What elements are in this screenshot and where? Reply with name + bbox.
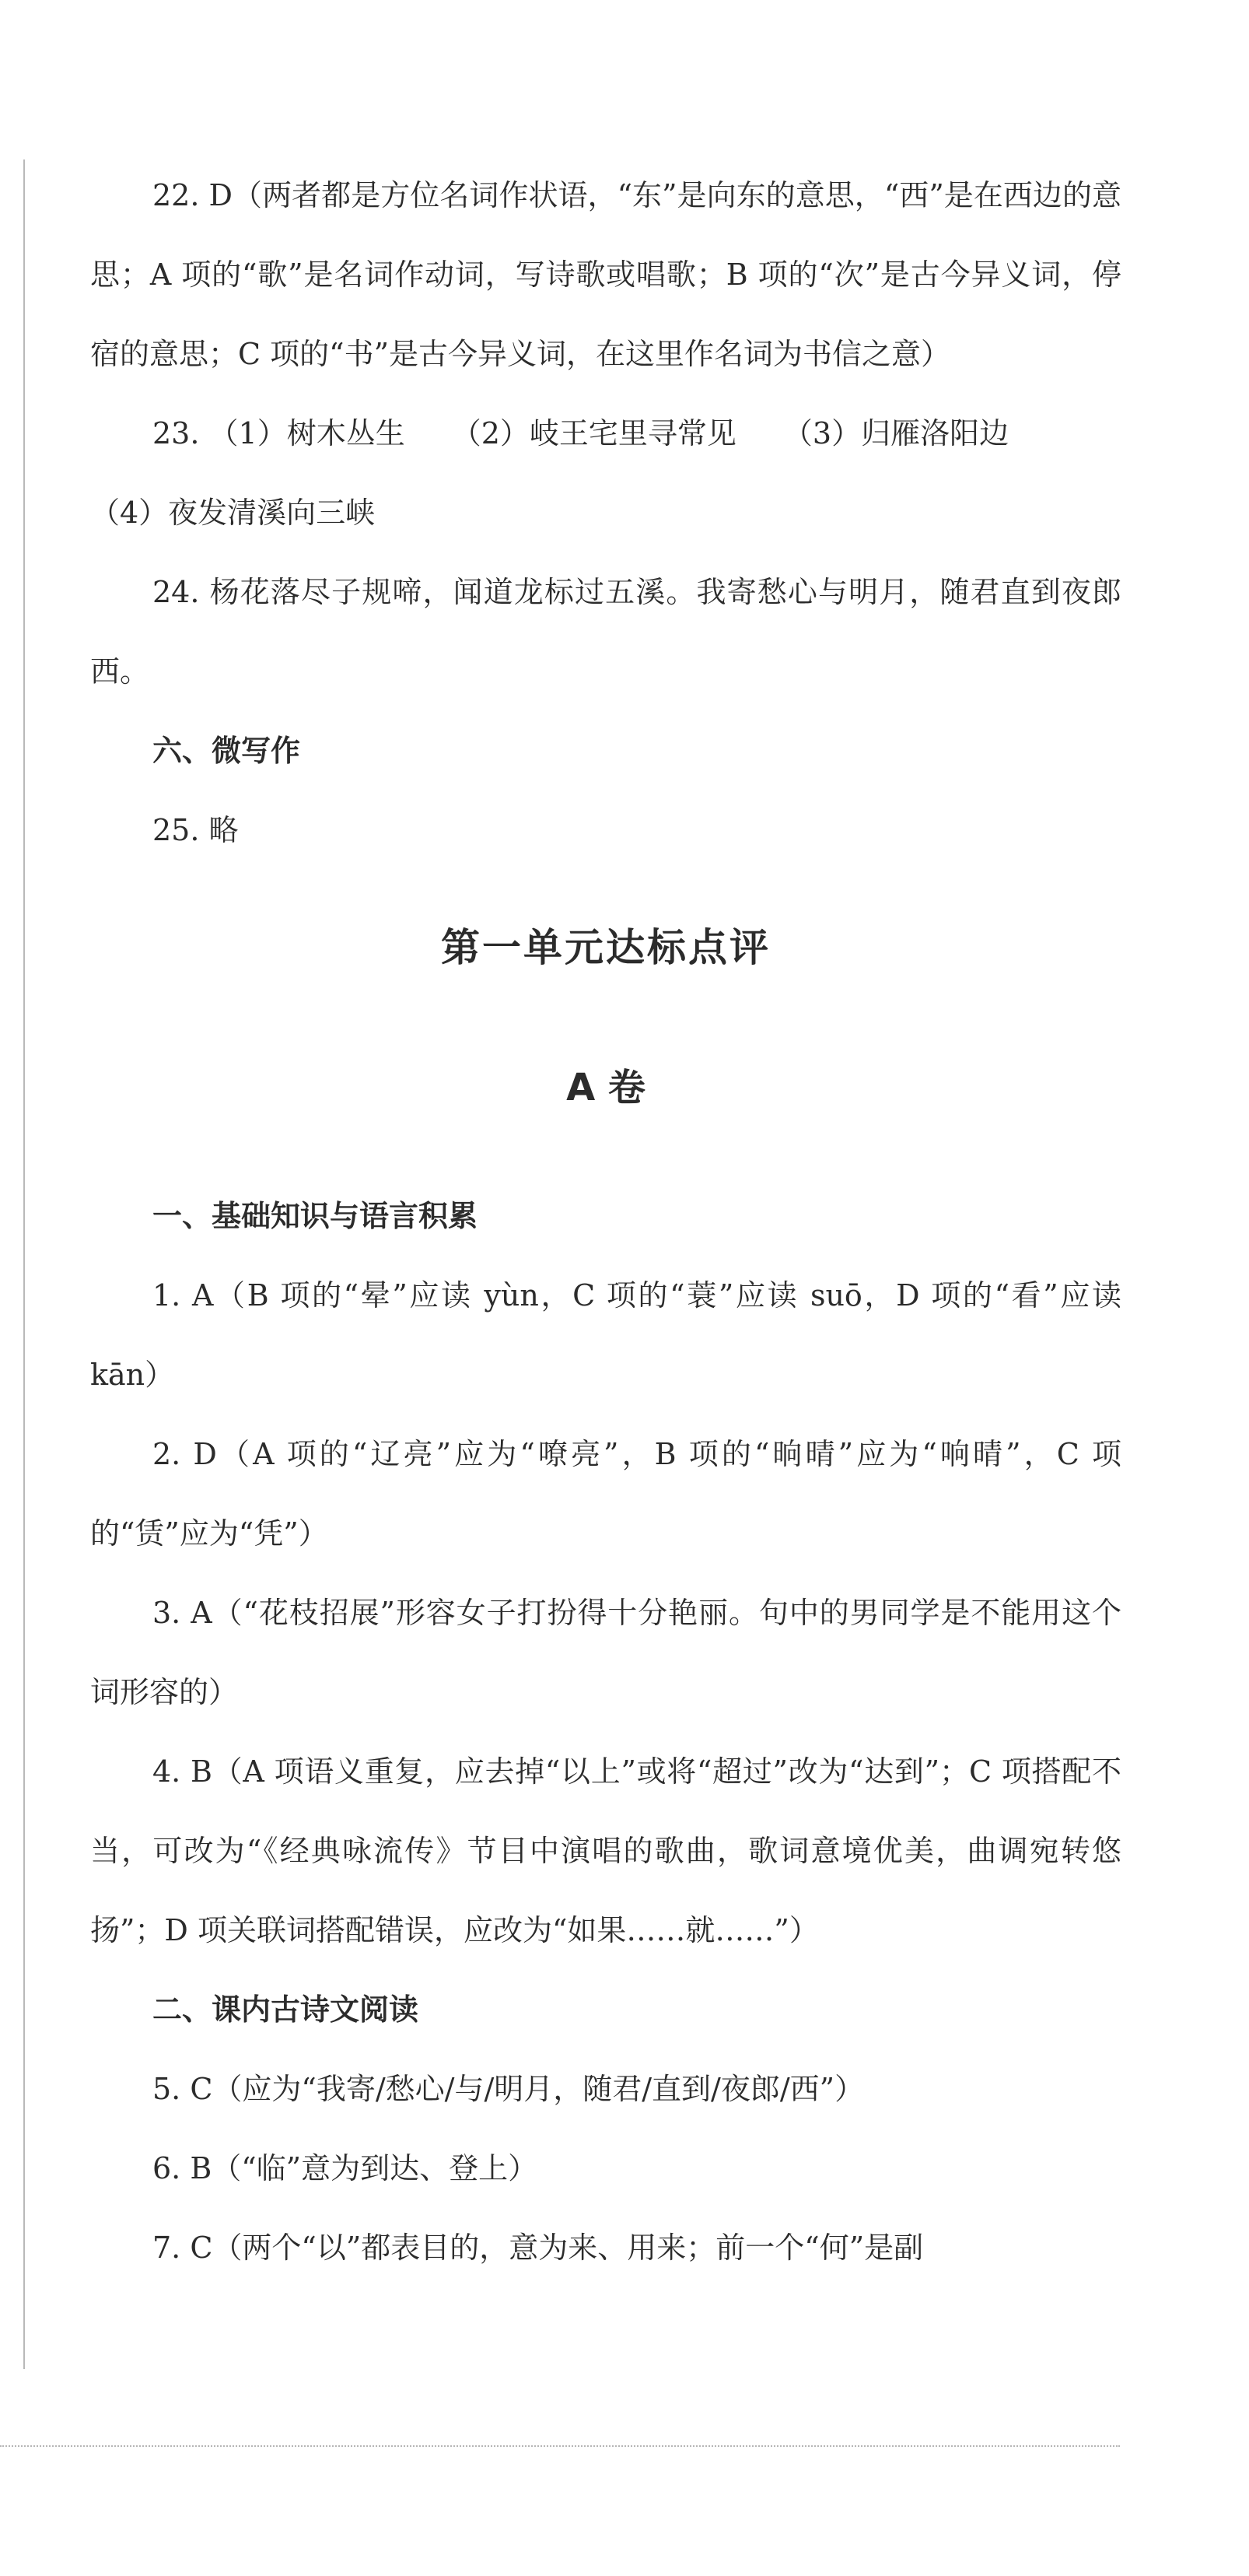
unit-title: 第一单元达标点评	[441, 925, 771, 970]
answer-24: 24. 杨花落尽子规啼，闻道龙标过五溪。我寄愁心与明月，随君直到夜郎西。	[90, 575, 1121, 689]
answer-3: 3. A（“花枝招展”形容女子打扮得十分艳丽。句中的男同学是不能用这个词形容的）	[90, 1596, 1121, 1709]
section-heading-micro-writing: 六、微写作	[152, 734, 301, 768]
answer-23-item-4: （4）夜发清溪向三峡	[90, 496, 376, 530]
answer-2: 2. D（A 项的“辽亮”应为“嘹亮”，B 项的“晌晴”应为“响晴”，C 项的“赁”应为“凭”）	[90, 1437, 1121, 1551]
answer-1: 1. A（B 项的“晕”应读 yùn，C 项的“蓑”应读 suō，D 项的“看”应读 kān）	[90, 1278, 1121, 1392]
section-heading-basics: 一、基础知识与语言积累	[152, 1199, 478, 1233]
bottom-dotted-divider	[0, 2445, 1120, 2447]
paper-title: A 卷	[566, 1066, 645, 1109]
answer-23-item-2: （2）岐王宅里寻常见	[451, 416, 736, 450]
answer-22: 22. D（两者都是方位名词作状语，“东”是向东的意思，“西”是在西边的意思；A 项的“歌”是名词作动词，写诗歌或唱歌；B 项的“次”是古今异义词，停宿的意思；C 项的“书”是古今异义词，在这里作名词为书信之意）	[90, 178, 1121, 371]
answer-content	[90, 156, 1121, 2287]
section-heading-classical-reading: 二、课内古诗文阅读	[152, 1992, 419, 2027]
answer-25: 25. 略	[152, 813, 239, 847]
answer-23-item-1: 23. （1）树木丛生	[152, 416, 405, 450]
answer-5: 5. C（应为“我寄/愁心/与/明月，随君/直到/夜郎/西”）	[152, 2072, 865, 2106]
answer-4: 4. B（A 项语义重复，应去掉“以上”或将“超过”改为“达到”；C 项搭配不当，可改为“《经典咏流传》节目中演唱的歌曲，歌词意境优美，曲调宛转悠扬”；D 项关联词搭配错误，应改为“如果……就……”）	[90, 1754, 1121, 1947]
answer-23	[90, 394, 1121, 473]
answer-7: 7. C（两个“以”都表目的，意为来、用来；前一个“何”是副	[152, 2231, 924, 2265]
answer-6: 6. B（“临”意为到达、登上）	[152, 2151, 538, 2185]
answer-23-item-3: （3）归雁洛阳边	[782, 416, 1009, 450]
left-margin-rule	[23, 159, 25, 2369]
